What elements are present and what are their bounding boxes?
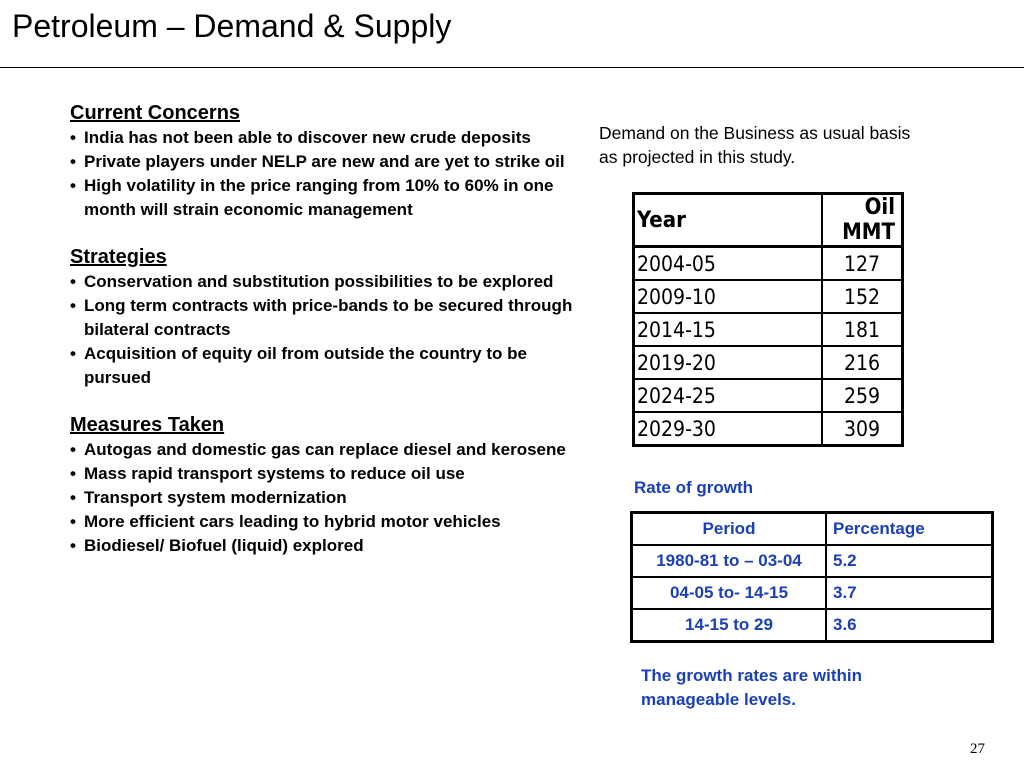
table-cell-year: 2019-20 xyxy=(634,346,823,379)
table-cell-oil: 181 xyxy=(822,313,903,346)
list-item xyxy=(70,294,580,342)
bullet-icon: • xyxy=(70,296,76,315)
table-cell-oil: 127 xyxy=(822,247,903,281)
oil-demand-table xyxy=(632,192,904,447)
bullet-list xyxy=(70,438,580,558)
section-current-concerns xyxy=(70,100,580,222)
table-row xyxy=(634,313,903,346)
list-item-text: Long term contracts with price-bands to be secured through bilateral contracts xyxy=(84,296,573,339)
bullet-icon: • xyxy=(70,512,76,531)
table-cell-oil: 152 xyxy=(822,280,903,313)
table-cell-period: 14-15 to 29 xyxy=(632,609,827,642)
column-header-oil-mmt: Oil MMT xyxy=(822,194,903,247)
growth-rate-table xyxy=(630,511,994,643)
list-item-text: Mass rapid transport systems to reduce oil use xyxy=(84,464,465,483)
table-cell-oil: 216 xyxy=(822,346,903,379)
table-cell-period: 1980-81 to – 03-04 xyxy=(632,545,827,577)
table-cell-oil: 259 xyxy=(822,379,903,412)
left-column xyxy=(70,100,580,580)
table-cell-year: 2009-10 xyxy=(634,280,823,313)
table-cell-year: 2029-30 xyxy=(634,412,823,446)
table-row xyxy=(634,247,903,281)
list-item-text: More efficient cars leading to hybrid motor vehicles xyxy=(84,512,501,531)
list-item xyxy=(70,438,580,462)
list-item-text: Biodiesel/ Biofuel (liquid) explored xyxy=(84,536,364,555)
growth-rate-label: Rate of growth xyxy=(634,478,753,497)
bullet-icon: • xyxy=(70,536,76,555)
bullet-icon: • xyxy=(70,272,76,291)
bullet-icon: • xyxy=(70,488,76,507)
table-row xyxy=(634,379,903,412)
list-item-text: India has not been able to discover new crude deposits xyxy=(84,128,531,147)
page-number: 27 xyxy=(970,741,985,757)
list-item xyxy=(70,150,580,174)
list-item xyxy=(70,174,580,222)
table-cell-year: 2014-15 xyxy=(634,313,823,346)
list-item xyxy=(70,270,580,294)
section-heading: Measures Taken xyxy=(70,414,225,436)
bullet-icon: • xyxy=(70,152,76,171)
list-item xyxy=(70,462,580,486)
table-row xyxy=(634,412,903,446)
table-cell-year: 2004-05 xyxy=(634,247,823,281)
list-item xyxy=(70,126,580,150)
list-item-text: Autogas and domestic gas can replace diesel and kerosene xyxy=(84,440,566,459)
list-item xyxy=(70,534,580,558)
slide-title: Petroleum – Demand & Supply xyxy=(12,8,452,44)
growth-note: The growth rates are within manageable levels. xyxy=(641,666,863,709)
bullet-list xyxy=(70,270,580,390)
table-row xyxy=(634,280,903,313)
list-item xyxy=(70,510,580,534)
column-header-year: Year xyxy=(634,194,823,247)
list-item xyxy=(70,486,580,510)
section-heading: Strategies xyxy=(70,246,167,268)
table-row xyxy=(634,346,903,379)
list-item-text: Conservation and substitution possibilities to be explored xyxy=(84,272,554,291)
column-header-period: Period xyxy=(632,513,827,546)
list-item-text: Private players under NELP are new and are yet to strike oil xyxy=(84,152,565,171)
list-item-text: Acquisition of equity oil from outside the country to be pursued xyxy=(84,344,527,387)
table-cell-percentage: 5.2 xyxy=(826,545,993,577)
column-header-percentage: Percentage xyxy=(826,513,993,546)
table-cell-period: 04-05 to- 14-15 xyxy=(632,577,827,609)
title-divider xyxy=(0,67,1024,68)
table-row xyxy=(632,577,993,609)
table-row xyxy=(632,545,993,577)
table-cell-oil: 309 xyxy=(822,412,903,446)
bullet-icon: • xyxy=(70,128,76,147)
section-measures-taken xyxy=(70,412,580,558)
bullet-icon: • xyxy=(70,464,76,483)
section-strategies xyxy=(70,244,580,390)
bullet-icon: • xyxy=(70,344,76,363)
list-item xyxy=(70,342,580,390)
table-cell-percentage: 3.6 xyxy=(826,609,993,642)
bullet-list xyxy=(70,126,580,222)
list-item-text: High volatility in the price ranging from 10% to 60% in one month will strain economic management xyxy=(84,176,554,219)
table-header-row xyxy=(632,513,993,546)
section-heading: Current Concerns xyxy=(70,102,241,124)
table-header-row xyxy=(634,194,903,247)
table-cell-percentage: 3.7 xyxy=(826,577,993,609)
bullet-icon: • xyxy=(70,176,76,195)
table-row xyxy=(632,609,993,642)
bullet-icon: • xyxy=(70,440,76,459)
list-item-text: Transport system modernization xyxy=(84,488,347,507)
demand-note: Demand on the Business as usual basis as projected in this study. xyxy=(599,123,911,167)
table-cell-year: 2024-25 xyxy=(634,379,823,412)
